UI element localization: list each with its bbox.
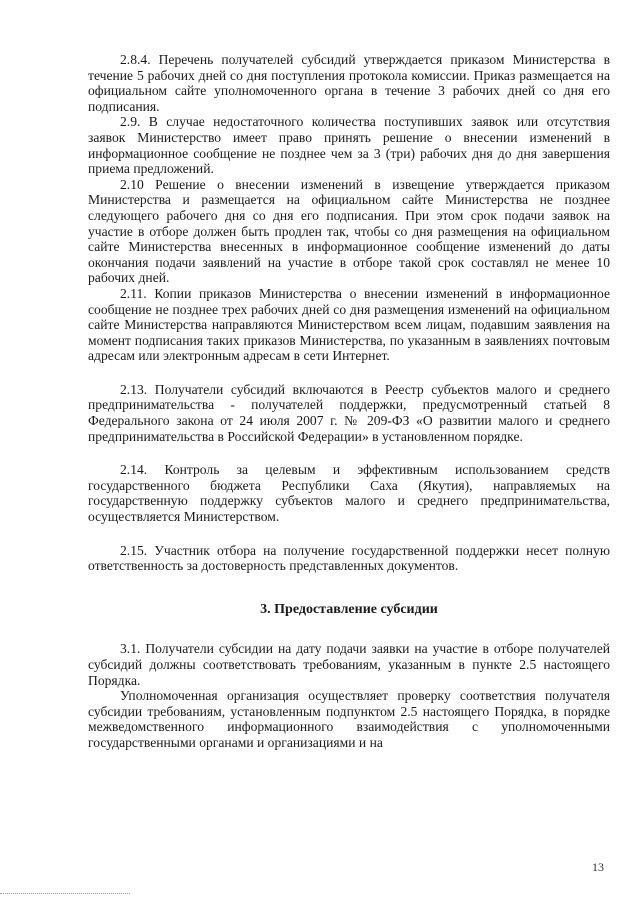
document-body [88, 52, 610, 751]
paragraph-3-1: 3.1. Получатели субсидии на дату подачи заявки на участие в отборе получателей субсидий должны соответствовать требованиям, указанным в пункте 2.5 настоящего Порядка. [88, 641, 610, 688]
page-number: 13 [592, 860, 604, 874]
paragraph-authorized-org: Уполномоченная организация осуществляет проверку соответствия получателя субсидии требованиям, установленным подпунктом 2.5 настоящего Порядка, в порядке межведомственного информационного взаимодействия с уполномоченными государственными органами и организациями и на [88, 688, 610, 750]
paragraph-2-15: 2.15. Участник отбора на получение государственной поддержки несет полную ответственность за достоверность представленных документов. [88, 542, 610, 574]
paragraph-2-14: 2.14. Контроль за целевым и эффективным использованием средств государственного бюджета Республики Саха (Якутия), направляемых на государственную поддержку субъектов малого и среднего предпринимательства, осуществляется Министерством. [88, 462, 610, 525]
paragraph-2-10: 2.10 Решение о внесении изменений в извещение утверждается приказом Министерства и размещается на официальном сайте Министерства не позднее следующего рабочего дня со дня его подписания. При этом срок подачи заявок на участие в отборе должен быть продлен так, чтобы со дня размещения на официальном сайте Министерства внесенных в информационное сообщение изменений до даты окончания подачи заявлений на участие в отборе такой срок составлял не менее 10 рабочих дней. [88, 176, 610, 286]
paragraph-2-11: 2.11. Копии приказов Министерства о внесении изменений в информационное сообщение не позднее трех рабочих дней со дня размещения изменений на официальном сайте Министерства направляются Министерством всем лицам, подавшим заявления на момент подписания таких приказов Министерства, по указанным в заявлениях почтовым адресам или электронным адресам в сети Интернет. [88, 285, 610, 364]
section-title: 3. Предоставление субсидии [260, 601, 438, 617]
paragraph-2-13: 2.13. Получатели субсидий включаются в Реестр субъектов малого и среднего предпринимательства - получателей поддержки, предусмотренный статьей 8 Федерального закона от 24 июля 2007 г. № 209-ФЗ «О развитии малого и среднего предпринимательства в Российской Федерации» в установленном порядке. [88, 381, 610, 444]
paragraph-2-8-4: 2.8.4. Перечень получателей субсидий утверждается приказом Министерства в течение 5 рабочих дней со дня поступления протокола комиссии. Приказ размещается на официальном сайте уполномоченного органа в течение 3 рабочих дней со дня его подписания. [88, 52, 610, 114]
footer-divider [0, 893, 130, 894]
paragraph-2-9: 2.9. В случае недостаточного количества поступивших заявок или отсутствия заявок Министерство имеет право принять решение о внесении изменений в информационное сообщение не позднее чем за 3 (три) рабочих дня до дня завершения приема предложений. [88, 114, 610, 177]
